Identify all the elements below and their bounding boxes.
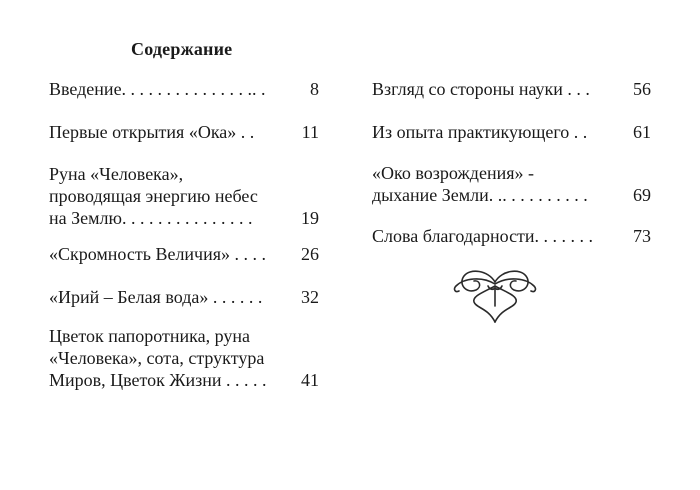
toc-entry-rune-of-man (49, 163, 319, 229)
toc-entry-page-number: 69 (633, 185, 651, 205)
toc-entry-page-number: 73 (633, 226, 651, 246)
toc-entry-acknowledgements (372, 225, 651, 247)
toc-entry-text: Из опыта практикующего . . (372, 122, 588, 142)
toc-entry-page-number: 61 (633, 122, 651, 142)
toc-entry-text: дыхание Земли. .. . . . . . . . . . (372, 185, 588, 205)
toc-entry-text: «Око возрождения» - (372, 163, 534, 183)
toc-entry-text: Слова благодарности. . . . . . . (372, 226, 594, 246)
toc-entry-page-number: 26 (301, 244, 319, 264)
toc-entry-text: проводящая энергию небес (49, 186, 258, 206)
toc-entry-text: Введение. . . . . . . . . . . . . . .. . (49, 79, 266, 99)
toc-entry-first-discoveries (49, 121, 319, 143)
toc-entry-eye-of-revival (372, 162, 651, 206)
toc-entry-practitioner-experience (372, 121, 651, 143)
toc-entry-iriy-white-water (49, 286, 319, 308)
toc-entry-page-number: 19 (301, 208, 319, 228)
toc-entry-page-number: 32 (301, 287, 319, 307)
toc-entry-text: Взгляд со стороны науки . . . (372, 79, 590, 99)
toc-entry-text: Руна «Человека», (49, 164, 184, 184)
toc-entry-page-number: 41 (301, 370, 319, 390)
toc-entry-text: Цветок папоротника, руна (49, 326, 251, 346)
toc-entry-text: Миров, Цветок Жизни . . . . . (49, 370, 267, 390)
toc-entry-modesty-of-greatness (49, 243, 319, 265)
toc-entry-text: на Землю. . . . . . . . . . . . . . . (49, 208, 253, 228)
toc-entry-text: «Ирий – Белая вода» . . . . . . (49, 287, 263, 307)
toc-entry-science-view (372, 78, 651, 100)
toc-entry-text: «Скромность Величия» . . . . (49, 244, 267, 264)
toc-entry-text: «Человека», сота, структура (49, 348, 265, 368)
toc-entry-introduction (49, 78, 319, 100)
toc-entry-page-number: 11 (301, 122, 319, 142)
toc-entry-text: Первые открытия «Ока» . . (49, 122, 255, 142)
toc-entry-page-number: 56 (633, 79, 651, 99)
toc-entry-page-number: 8 (310, 79, 319, 99)
ornamental-flourish-icon (452, 262, 538, 328)
toc-entry-fern-flower (49, 325, 319, 391)
toc-title: Содержание (131, 39, 233, 59)
